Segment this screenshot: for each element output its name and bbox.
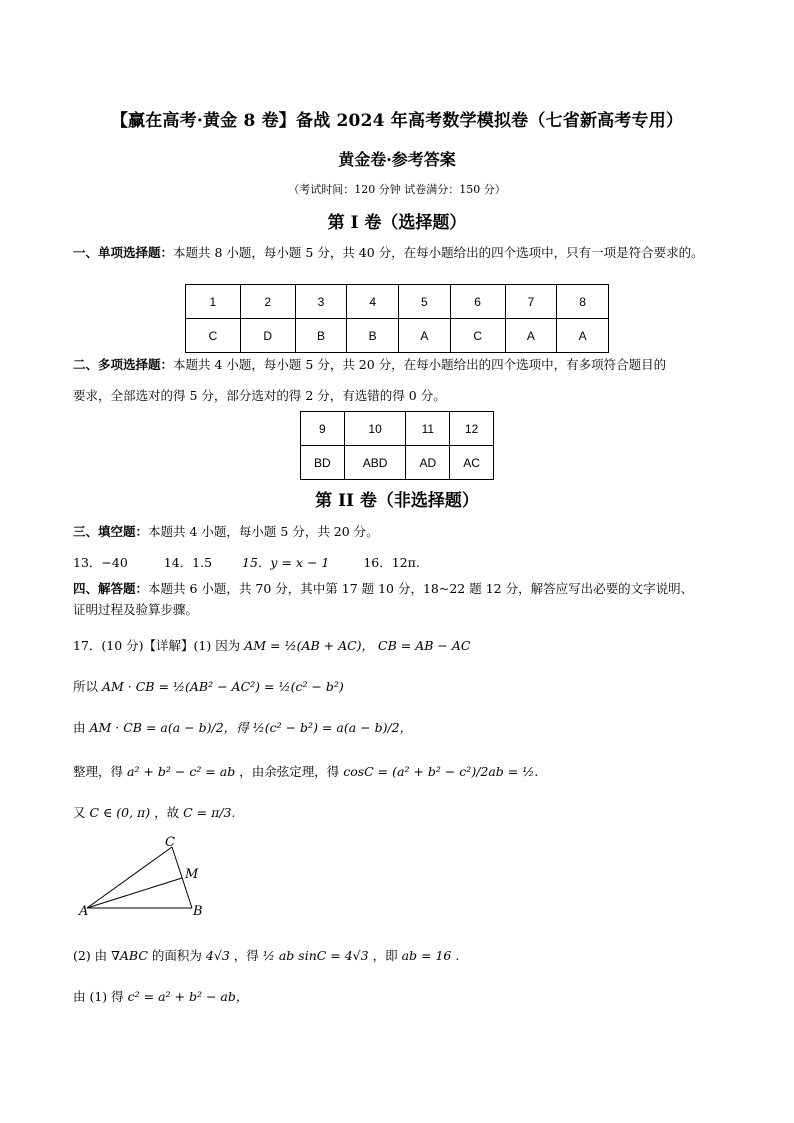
section1-label: 一、单项选择题： (73, 245, 174, 260)
answer-15: 15．y = x − 1 (242, 555, 330, 570)
section1-text: 本题共 8 小题，每小题 5 分，共 40 分，在每小题给出的四个选项中，只有一项是符合要求的。 (173, 245, 704, 260)
text: ，得 (233, 948, 259, 963)
section2-label: 二、多项选择题： (73, 357, 174, 372)
equation: ab = 16 (401, 948, 452, 963)
section3-instructions (73, 522, 733, 542)
text: . (455, 948, 460, 963)
question-number: 12 (450, 412, 494, 446)
equation: a² + b² − c² = ab (127, 764, 236, 779)
answer-cell: AC (450, 446, 494, 480)
section1-instructions (73, 243, 733, 263)
question-number: 8 (557, 285, 609, 319)
section3-label: 三、填空题： (73, 524, 149, 539)
section4-instructions-line2: 证明过程及验算步骤。 (73, 602, 199, 617)
question-number: 11 (406, 412, 450, 446)
equation: AM · CB = ½(AB² − AC²) = ½(c² − b²) (102, 679, 344, 694)
answer-cell: B (295, 319, 347, 353)
question-number: 1 (186, 285, 241, 319)
equation: C = π/3. (183, 805, 236, 820)
text: 所以 (73, 679, 99, 694)
question-number: 10 (344, 412, 406, 446)
vertex-c-label: C (165, 835, 175, 850)
text: 整理，得 (73, 764, 124, 779)
solution17-part2-line1 (73, 946, 733, 966)
text: ，即 (372, 948, 398, 963)
section4-instructions-line1 (73, 579, 733, 599)
solution17-heading: 17．(10 分)【详解】(1) 因为 (73, 638, 241, 653)
text: 的面积为 (151, 948, 202, 963)
answer-cell: C (186, 319, 241, 353)
median-am (87, 878, 182, 908)
question-number: 5 (399, 285, 451, 319)
section3-text: 本题共 4 小题，每小题 5 分，共 20 分。 (148, 524, 379, 539)
part1-title: 第 I 卷（选择题） (327, 213, 467, 233)
answer-cell: A (399, 319, 451, 353)
answer-cell: A (505, 319, 557, 353)
table-row (301, 412, 494, 446)
multiple-choice-answer-table (300, 411, 494, 480)
side-ac (87, 847, 172, 908)
solution17-line4 (73, 762, 733, 782)
vertex-b-label: B (193, 904, 203, 919)
single-choice-answer-table (185, 284, 609, 353)
text: 由 (1) 得 (73, 989, 124, 1004)
equation: ½ ab sinC = 4√3 (262, 948, 369, 963)
equation: AM · CB = a(a − b)/2，得 ½(c² − b²) = a(a − b)/2， (89, 720, 413, 735)
text: ，由余弦定理，得 (239, 764, 340, 779)
section2-instructions-line2: 要求，全部选对的得 5 分，部分选对的得 2 分，有选错的得 0 分。 (73, 388, 446, 403)
exam-info: （考试时间：120 分钟 试卷满分：150 分） (288, 183, 506, 196)
solution17-line3 (73, 718, 733, 738)
question-number: 4 (347, 285, 399, 319)
answer-cell: C (450, 319, 505, 353)
question-number: 2 (240, 285, 295, 319)
document-subtitle: 黄金卷·参考答案 (338, 150, 456, 169)
equation: C ∈ (0, π) (89, 805, 151, 820)
text: ，故 (154, 805, 180, 820)
text: 又 (73, 805, 86, 820)
solution17-line2 (73, 677, 733, 697)
text: (2) 由 (73, 948, 108, 963)
solution17-line5 (73, 803, 733, 823)
answer-16: 16．12π. (363, 555, 420, 570)
equation: CB = AB − AC (378, 638, 471, 653)
part2-title: 第 II 卷（非选择题） (315, 491, 479, 511)
answer-cell: B (347, 319, 399, 353)
equation: 4√3 (205, 948, 230, 963)
document-title: 【赢在高考·黄金 8 卷】备战 2024 年高考数学模拟卷（七省新高考专用） (110, 111, 684, 131)
section2-instructions-line1 (73, 355, 733, 375)
question-number: 9 (301, 412, 345, 446)
answer-cell: BD (301, 446, 345, 480)
solution17-part2-line2 (73, 987, 733, 1007)
answer-cell: AD (406, 446, 450, 480)
fill-blank-answers (73, 553, 733, 573)
section2-text: 本题共 4 小题，每小题 5 分，共 20 分，在每小题给出的四个选项中，有多项符合题目的 (173, 357, 667, 372)
equation: AM = ½(AB + AC)， (244, 638, 375, 653)
answer-13: 13．−40 (73, 555, 128, 570)
answer-cell: D (240, 319, 295, 353)
equation: ∇ABC (111, 948, 148, 963)
equation: c² = a² + b² − ab， (127, 989, 249, 1004)
text: 由 (73, 720, 86, 735)
point-m-label: M (185, 867, 199, 882)
question-number: 6 (450, 285, 505, 319)
table-row (186, 285, 609, 319)
answer-cell: ABD (344, 446, 406, 480)
question-number: 7 (505, 285, 557, 319)
section4-text: 本题共 6 小题，共 70 分，其中第 17 题 10 分，18~22 题 12 分，解答应写出必要的文字说明、 (148, 581, 694, 596)
answer-14: 14．1.5 (163, 555, 213, 570)
answer-cell: A (557, 319, 609, 353)
section4-label: 四、解答题： (73, 581, 149, 596)
table-row (301, 446, 494, 480)
table-row (186, 319, 609, 353)
vertex-a-label: A (79, 904, 89, 919)
equation: cosC = (a² + b² − c²)/2ab = ½. (343, 764, 539, 779)
solution17-line1 (73, 636, 733, 656)
question-number: 3 (295, 285, 347, 319)
